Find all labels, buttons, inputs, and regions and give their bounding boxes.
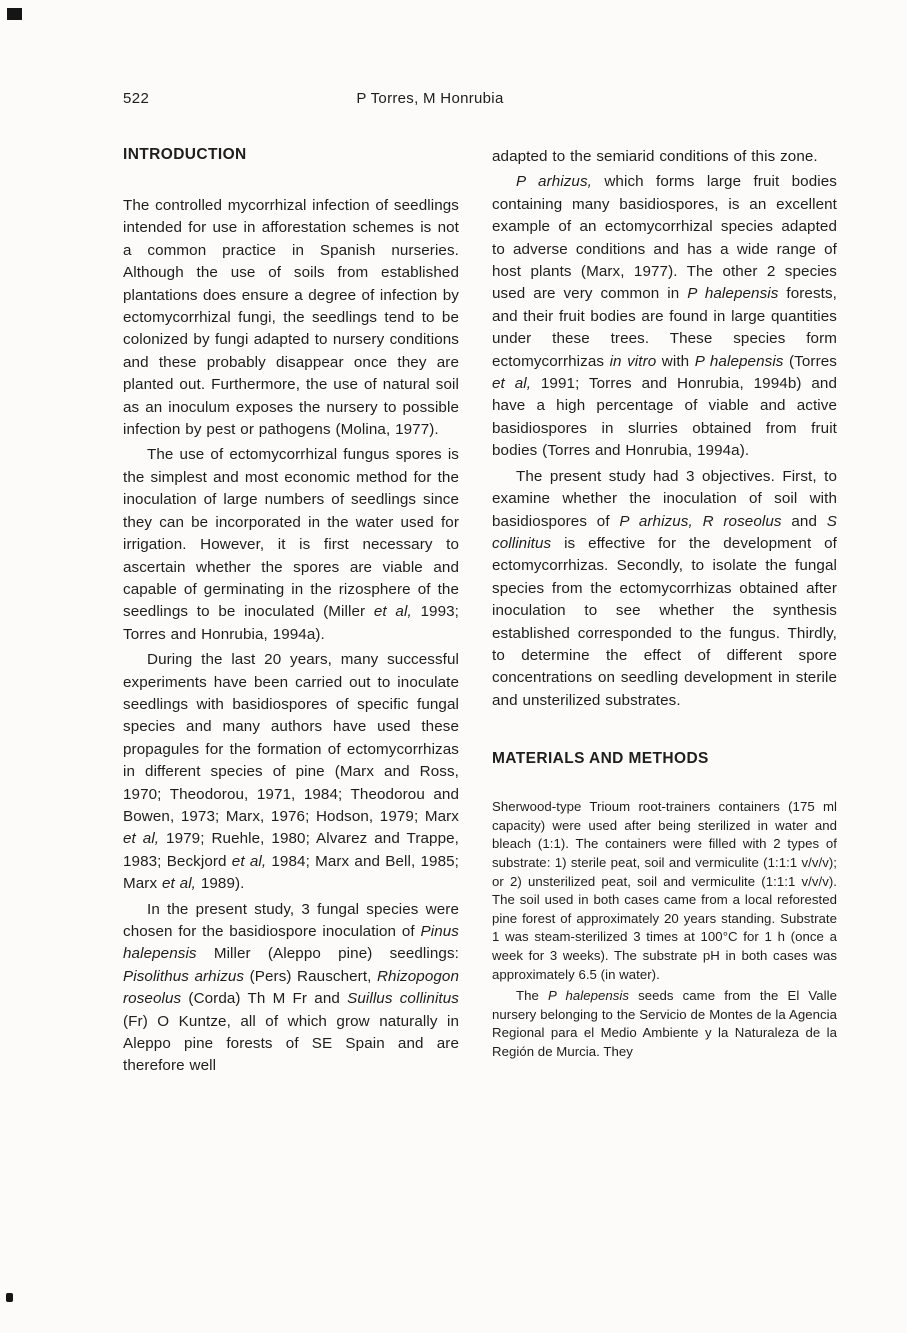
paragraph-intro-2: The use of ectomycorrhizal fungus spores is the simplest and most economic method for the inoculation of large numbers of seedlings since they can be incorporated in the water used for irrigation. However, it is first necessary to ascertain whether the spores are viable and capable of germinating in the rizosphere of the seedlings to be inoculated (Miller et al, 1993; Torres and Honrubia, 1994a). [123,446,459,643]
page-header [0,90,907,110]
scan-artifact-top-left [7,8,22,20]
paragraph-objectives: The present study had 3 objectives. First, to examine whether the inoculation of soil with basidiospores of P arhizus, R roseolus and S collinitus is effective for the development of ectomycorrhizas. Secondly, to isolate the fungal species from the ectomycorrhizas obtained after inoculation to see whether the synthesis established corresponded to the fungus. Thirdly, to determine the effect of different spore concentrations on seedling development in sterile and unsterilized substrates. [492,467,837,709]
paragraph-intro-4: In the present study, 3 fungal species were chosen for the basidiospore inoculation of Pinus halepensis Miller (Aleppo pine) seedlings: Pisolithus arhizus (Pers) Rauschert, Rhizopogon roseolus (Corda) Th M Fr and Suillus collinitus (Fr) O Kuntze, all of which grow naturally in Aleppo pine forests of SE Spain and are therefore well [123,900,460,1075]
paragraph-intro-3: During the last 20 years, many successful experiments have been carried out to inoculate seedlings with basidiospores of specific fungal species and many authors have used these propagules for the formation of ectomycorrhizas in different species of pine (Marx and Ross, 1970; Theodorou, 1971, 1984; Theodorou and Bowen, 1973; Marx, 1976; Hodson, 1979; Marx et al, 1979; Ruehle, 1980; Alvarez and Trappe, 1983; Beckjord et al, 1984; Marx and Bell, 1985; Marx et al, 1989). [123,651,459,893]
paragraph-methods-2: The P halepensis seeds came from the El Valle nursery belonging to the Servicio de Montes de la Agencia Regional para el Medio Ambiente y la Naturaleza de la Región de Murcia. They [492,988,837,1059]
scan-artifact-bottom-left [6,1293,13,1302]
page-number: 522 [123,90,150,107]
left-column [123,146,459,1081]
paragraph-methods-1: Sherwood-type Trioum root-trainers containers (175 ml capacity) were used after being sterilized in water and bleach (1:1). The containers were filled with 2 types of substrate: 1) sterile peat, soil and vermiculite (1:1:1 v/v/v); or 2) unsterilized peat, soil and vermiculite (1:1:1 v/v/v). The soil used in both cases came from a local reforested pine forest of approximately 20 years standing. Substrate 1 was steam-sterilized 3 times at 100°C for 1 h (once a week for 3 weeks). The substrate pH in both cases was approximately 6.5 (in water). [492,799,837,982]
right-column [492,146,837,1064]
paragraph-continuation: adapted to the semiarid conditions of this zone. [492,148,818,165]
running-head: P Torres, M Honrubia [356,90,504,107]
paragraph-species: P arhizus, which forms large fruit bodies containing many basidiospores, is an excellent example of an ectomycorrhizal species adapted to adverse conditions and has a wide range of host plants (Marx, 1977). The other 2 species used are very common in P halepensis forests, and their fruit bodies are found in large quantities under these trees. These species form ectomycorrhizas in vitro with P halepensis (Torres et al, 1991; Torres and Honrubia, 1994b) and have a high percentage of viable and active basidiospores in slurries obtained from fruit bodies (Torres and Honrubia, 1994a). [492,173,838,460]
paragraph-intro-1: The controlled mycorrhizal infection of seedlings intended for use in afforestation schemes is not a common practice in Spanish nurseries. Although the use of soils from established plantations does ensure a degree of infection by ectomycorrhizal fungi, the seedlings tend to be colonized by fungi adapted to nursery conditions and these probably disappear once they are planted out. Furthermore, the use of natural soil as an inoculum exposes the nursery to possible infection by pest or pathogens (Molina, 1977). [123,197,459,439]
section-heading-methods: MATERIALS AND METHODS [492,750,709,768]
section-heading-introduction: INTRODUCTION [123,146,247,163]
